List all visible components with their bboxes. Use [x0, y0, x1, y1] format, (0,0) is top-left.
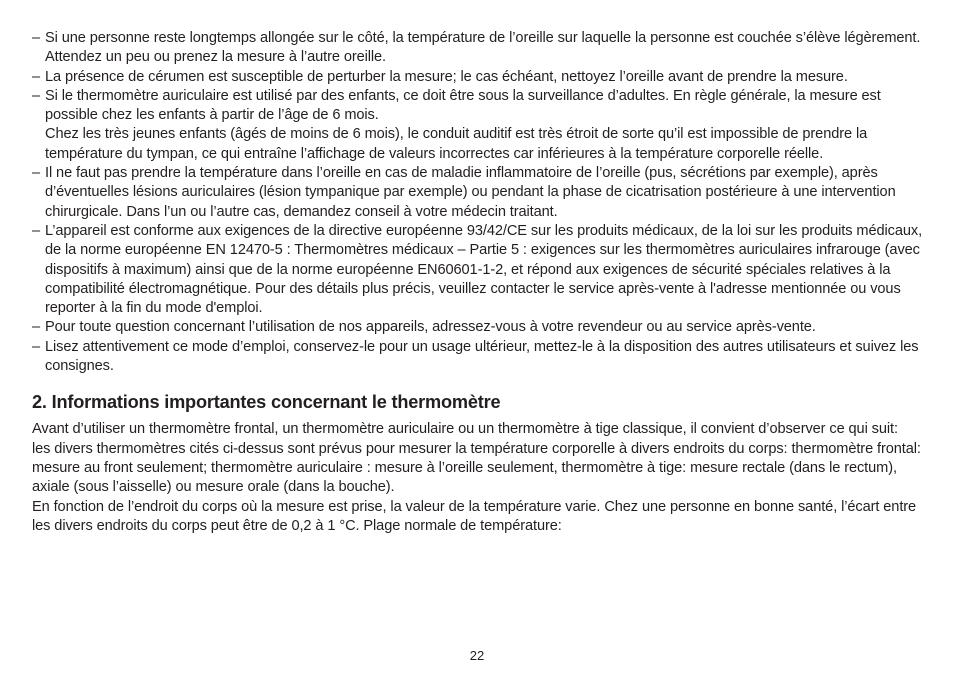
bullet-dash: – [32, 338, 41, 355]
bullet-item [32, 318, 924, 337]
section-paragraph: En fonction de l’endroit du corps où la mesure est prise, la valeur de la température varie. Chez une personne en bonne santé, l’écart entre les divers endroits du corps peut être de 0,2 à 1 °C. Plage normale de température: [32, 498, 917, 534]
bullet-dash: – [32, 68, 41, 85]
bullet-item [32, 222, 924, 318]
section-heading: 2. Informations importantes concernant le thermomètre [32, 392, 501, 413]
page-content [32, 29, 924, 536]
bullet-text: L’appareil est conforme aux exigences de la directive européenne 93/42/CE sur les produits médicaux, de la loi sur les produits médicaux, de la norme européenne EN 12470-5 : Thermomètres médicaux – Partie 5 : exigences sur les thermomètres auriculaires infrarouge (avec dispositifs à maximum) ainsi que de la norme européenne EN60601-1-2, et répond aux exigences de sécurité spéciales relatives à la compatibilité électromagnétique. Pour des détails plus précis, veuillez contacter le service après-vente à l'adresse mentionnée ou vous reporter à la fin du mode d'emploi. [45, 222, 923, 317]
bullet-text: Il ne faut pas prendre la température dans l’oreille en cas de maladie inflammatoire de l’oreille (pus, sécrétions par exemple), après d’éventuelles lésions auriculaires (lésion tympanique par exemple) ou pendant la phase de cicatrisation postérieure à une intervention chirurgicale. Dans l’un ou l’autre cas, demandez conseil à votre médecin traitant. [45, 165, 896, 220]
bullet-text: Attendez un peu ou prenez la mesure à l’autre oreille. [45, 49, 387, 66]
bullet-dash: – [32, 165, 41, 182]
section-body [32, 420, 924, 536]
bullet-dash: – [32, 222, 41, 239]
section-paragraph: Avant d’utiliser un thermomètre frontal, un thermomètre auriculaire ou un thermomètre à tige classique, il convient d’observer ce qui suit: [32, 421, 898, 438]
bullet-text: Si une personne reste longtemps allongée sur le côté, la température de l’oreille sur laquelle la personne est couchée s’élève légèrement. [45, 30, 921, 46]
bullet-text: Lisez attentivement ce mode d’emploi, conservez-le pour un usage ultérieur, mettez-le à la disposition des autres utilisateurs et suivez les consignes. [45, 338, 919, 375]
bullet-item [32, 68, 924, 87]
section-paragraph: les divers thermomètres cités ci-dessus sont prévus pour mesurer la température corporelle à divers endroits du corps: thermomètre frontal: mesure au front seulement; thermomètre auriculaire : mesure à l’oreille seulement, thermomètre à tige: mesure rectale (dans le rectum), axiale (sous l’aisselle) ou mesure orale (dans la bouche). [32, 440, 921, 496]
bullet-dash: – [32, 319, 41, 336]
bullet-text: Si le thermomètre auriculaire est utilisé par des enfants, ce doit être sous la surveillance d’adultes. En règle générale, la mesure est possible chez les enfants à partir de l’âge de 6 mois. [45, 87, 881, 124]
bullet-item [32, 338, 924, 377]
page-number: 22 [469, 648, 485, 663]
bullet-text: Pour toute question concernant l’utilisation de nos appareils, adressez-vous à votre revendeur ou au service après-vente. [45, 319, 816, 336]
bullet-dash: – [32, 30, 41, 46]
bullet-item [32, 164, 924, 222]
bullet-text: La présence de cérumen est susceptible de perturber la mesure; le cas échéant, nettoyez l’oreille avant de prendre la mesure. [45, 68, 848, 85]
bullet-dash: – [32, 87, 41, 104]
precautions-list [32, 29, 924, 376]
bullet-item [32, 29, 924, 68]
bullet-item [32, 87, 924, 164]
bullet-text: Chez les très jeunes enfants (âgés de moins de 6 mois), le conduit auditif est très étroit de sorte qu’il est impossible de prendre la température du tympan, ce qui entraîne l’affichage de valeurs incorrectes car inférieures à la température corporelle réelle. [45, 126, 868, 162]
